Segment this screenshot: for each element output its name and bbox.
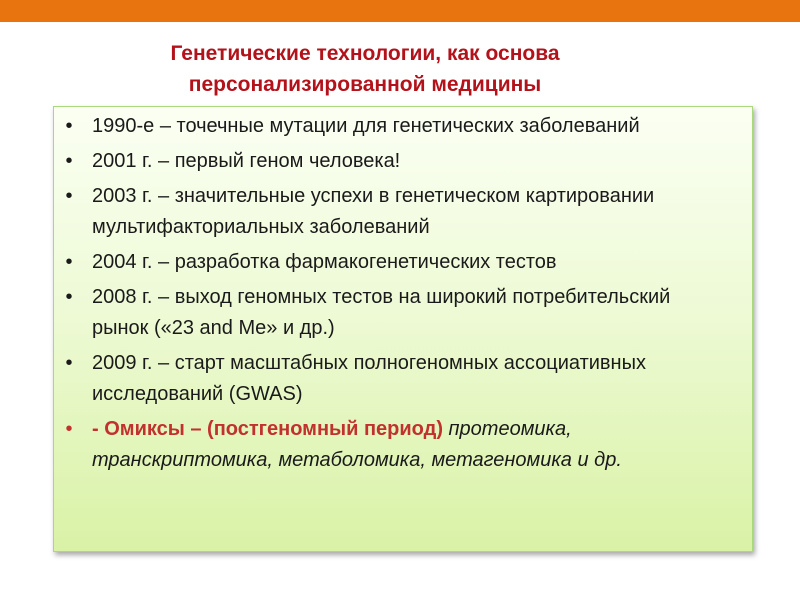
omics-list: протеомика, транскриптомика, метаболомика, метагеномика и др.: [92, 418, 622, 471]
list-item-text: 2008 г. – выход геномных тестов на широкий потребительский рынок («23 and Me» и др.): [92, 286, 671, 339]
list-item: [54, 146, 752, 177]
list-item: [54, 111, 752, 142]
list-item-omics: [54, 414, 752, 476]
list-item-text: 1990-е – точечные мутации для генетических заболеваний: [92, 115, 640, 137]
bullet-list: [54, 111, 752, 480]
list-item-text: 2009 г. – старт масштабных полногеномных ассоциативных исследований (GWAS): [92, 352, 646, 405]
bullet-icon: •: [65, 251, 73, 273]
content-box: [53, 106, 753, 552]
list-item: [54, 282, 752, 344]
list-item-text: 2001 г. – первый геном человека!: [92, 150, 401, 172]
omics-heading: - Омиксы – (постгеномный период): [92, 418, 443, 440]
bullet-icon: •: [65, 286, 73, 308]
slide-title-line-2: персонализированной медицины: [188, 73, 542, 96]
list-item: [54, 247, 752, 278]
bullet-icon: •: [65, 150, 73, 172]
bullet-icon: •: [65, 185, 73, 207]
slide-title: [100, 38, 630, 100]
list-item: [54, 348, 752, 410]
top-accent-bar: [0, 0, 800, 22]
slide-title-line-1: Генетические технологии, как основа: [170, 42, 560, 65]
bullet-icon: •: [65, 418, 73, 440]
bullet-icon: •: [65, 115, 73, 137]
list-item-text: 2004 г. – разработка фармакогенетических тестов: [92, 251, 557, 273]
list-item-text: 2003 г. – значительные успехи в генетическом картировании мультифакториальных заболеваний: [92, 185, 655, 238]
bullet-icon: •: [65, 352, 73, 374]
list-item: [54, 181, 752, 243]
